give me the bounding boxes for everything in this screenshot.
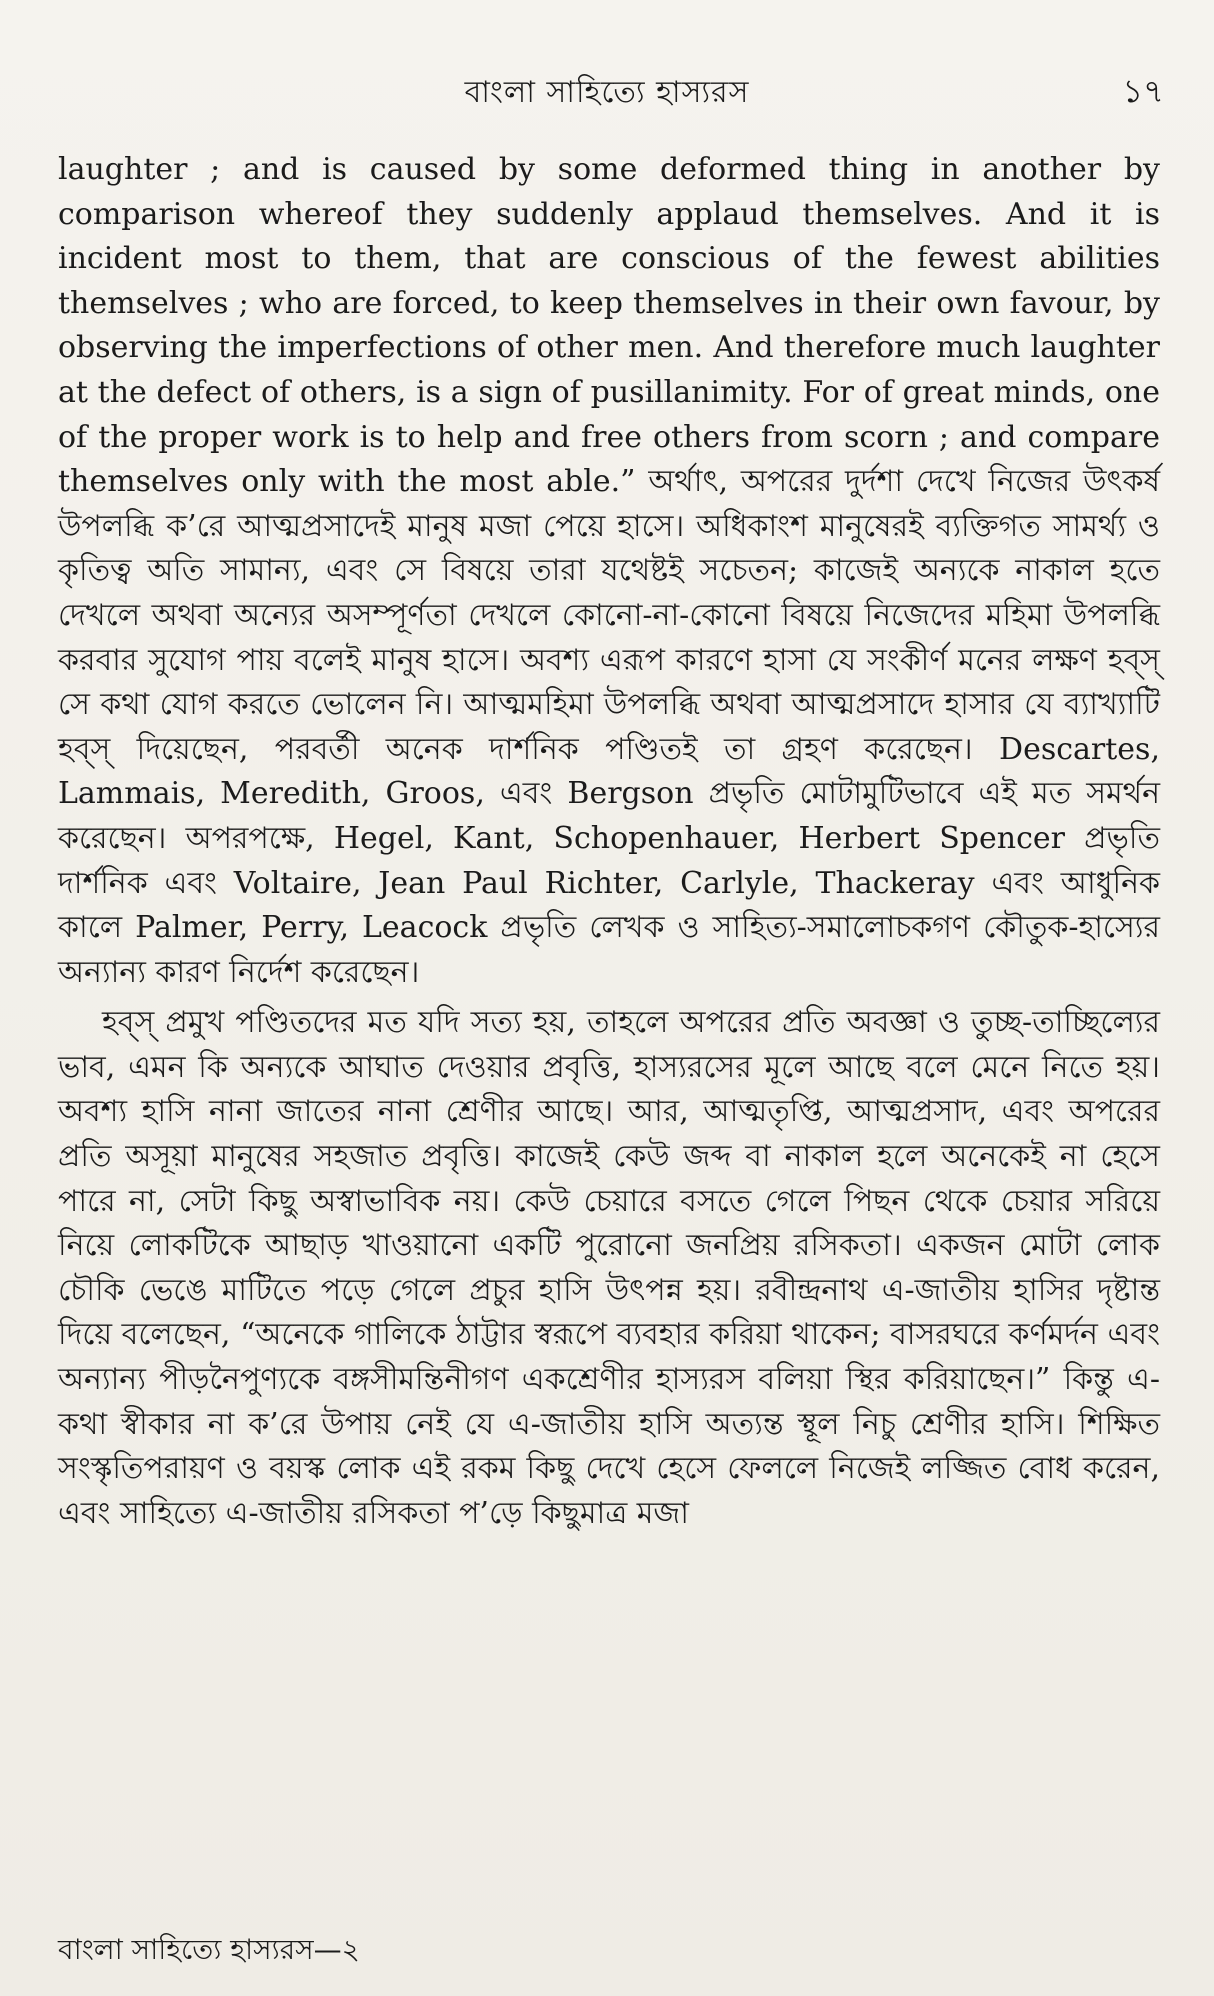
page-number: ১৭ — [1122, 72, 1164, 110]
paragraph-1: laughter ; and is caused by some deformed thing in another by comparison whereof they suddenly applaud themselves. And it is incident most to them, that are conscious of the fewest abilities themselves ; who are forced, to keep themselves in their own favour, by observing the imperfections of other men. And therefore much laughter at the defect of others, is a sign of pusillanimity. For of great minds, one of the proper work is to help and free others from scorn ; and compare themselves only with the most able.” অর্থাৎ, অপরের দুর্দশা দেখে নিজের উৎকর্ষ উপলব্ধি ক’রে আত্মপ্রসাদেই মানুষ মজা পেয়ে হাসে। অধিকাংশ মানুষেরই ব্যক্তিগত সামর্থ্য ও কৃতিত্ব অতি সামান্য, এবং সে বিষয়ে তারা যথেষ্টই সচেতন; কাজেই অন্যকে নাকাল হতে দেখলে অথবা অন্যের অসম্পূর্ণতা দেখলে কোনো-না-কোনো বিষয়ে নিজেদের মহিমা উপলব্ধি করবার সুযোগ পায় বলেই মানুষ হাসে। অবশ্য এরূপ কারণে হাসা যে সংকীর্ণ মনের লক্ষণ হব্‌স্‌ সে কথা যোগ করতে ভোলেন নি। আত্মমহিমা উপলব্ধি অথবা আত্মপ্রসাদে হাসার যে ব্যাখ্যাটি হব্‌স্‌ দিয়েছেন, পরবর্তী অনেক দার্শনিক পণ্ডিতই তা গ্রহণ করেছেন। Descartes, Lammais, Meredith, Groos, এবং Bergson প্রভৃতি মোটামুটিভাবে এই মত সমর্থন করেছেন। অপরপক্ষে, Hegel, Kant, Schopenhauer, Herbert Spencer প্রভৃতি দার্শনিক এবং Voltaire, Jean Paul Richter, Carlyle, Thackeray এবং আধুনিক কালে Palmer, Perry, Leacock প্রভৃতি লেখক ও সাহিত্য-সমালোচকগণ কৌতুক-হাস্যের অন্যান্য কারণ নির্দেশ করেছেন। — [58, 152, 1160, 990]
signature-mark: বাংলা সাহিত্যে হাস্যরস—২ — [58, 1933, 360, 1966]
paragraph-2: হব্‌স্‌ প্রমুখ পণ্ডিতদের মত যদি সত্য হয়, তাহলে অপরের প্রতি অবজ্ঞা ও তুচ্ছ-তাচ্ছিল্যের ভাব, এমন কি অন্যকে আঘাত দেওয়ার প্রবৃত্তি, হাস্যরসের মূলে আছে বলে মেনে নিতে হয়। অবশ্য হাসি নানা জাতের নানা শ্রেণীর আছে। আর, আত্মতৃপ্তি, আত্মপ্রসাদ, এবং অপরের প্রতি অসূয়া মানুষের সহজাত প্রবৃত্তি। কাজেই কেউ জব্দ বা নাকাল হলে অনেকেই না হেসে পারে না, সেটা কিছু অস্বাভাবিক নয়। কেউ চেয়ারে বসতে গেলে পিছন থেকে চেয়ার সরিয়ে নিয়ে লোকটিকে আছাড় খাওয়ানো একটি পুরোনো জনপ্রিয় রসিকতা। একজন মোটা লোক চৌকি ভেঙে মাটিতে পড়ে গেলে প্রচুর হাসি উৎপন্ন হয়। রবীন্দ্রনাথ এ-জাতীয় হাসির দৃষ্টান্ত দিয়ে বলেছেন, “অনেকে গালিকে ঠাট্টার স্বরূপে ব্যবহার করিয়া থাকেন; বাসরঘরে কর্ণমর্দন এবং অন্যান্য পীড়নৈপুণ্যকে বঙ্গসীমন্তিনীগণ একশ্রেণীর হাস্যরস বলিয়া স্থির করিয়াছেন।” কিন্তু এ-কথা স্বীকার না ক’রে উপায় নেই যে এ-জাতীয় হাসি অত্যন্ত স্থূল নিচু শ্রেণীর হাসি। শিক্ষিত সংস্কৃতিপরায়ণ ও বয়স্ক লোক এই রকম কিছু দেখে হেসে ফেললে নিজেই লজ্জিত বোধ করেন, এবং সাহিত্যে এ-জাতীয় রসিকতা প’ড়ে কিছুমাত্র মজা — [58, 1005, 1160, 1531]
page-body — [58, 148, 1160, 1536]
running-title: বাংলা সাহিত্যে হাস্যরস — [464, 75, 750, 110]
